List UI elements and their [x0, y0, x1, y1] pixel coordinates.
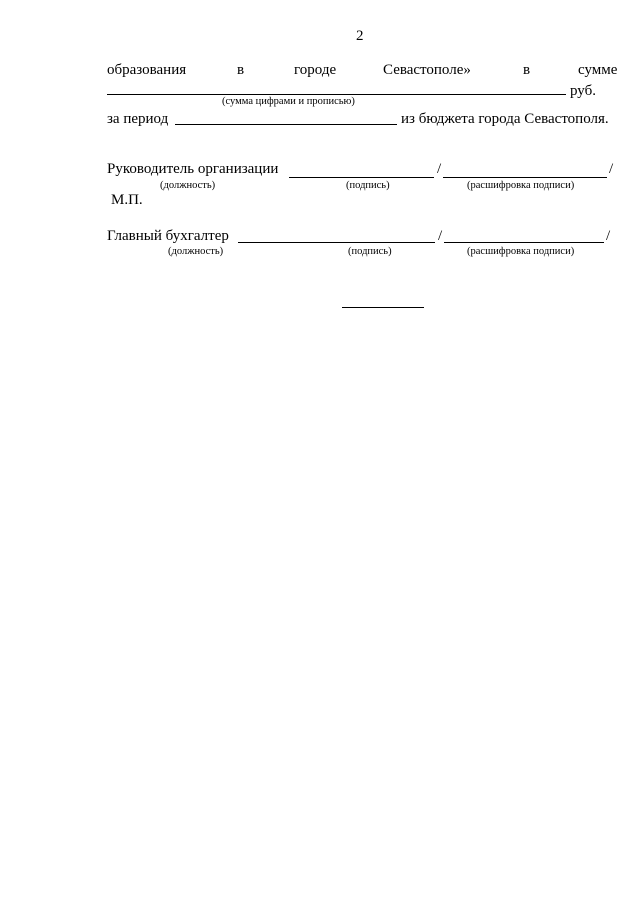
accountant-signature-line[interactable]: [238, 242, 435, 243]
intro-word: сумме: [578, 62, 618, 78]
period-label: за период: [107, 111, 169, 127]
amount-caption: (сумма цифрами и прописью): [222, 96, 355, 107]
head-separator: /: [609, 161, 614, 177]
intro-word: городе: [294, 62, 337, 78]
intro-word: в: [523, 62, 531, 78]
accountant-signature-caption: (подпись): [348, 246, 392, 257]
accountant-decoding-caption: (расшифровка подписи): [467, 246, 575, 257]
currency-label: руб.: [570, 83, 596, 99]
accountant-position-caption: (должность): [168, 246, 224, 257]
intro-word: Севастополе»: [383, 62, 471, 78]
head-decoding-caption: (расшифровка подписи): [467, 180, 575, 191]
intro-word: образования: [107, 62, 187, 78]
stamp-placeholder: М.П.: [111, 192, 143, 208]
head-signature-label: Руководитель организации: [107, 161, 279, 177]
head-decoding-line[interactable]: [443, 177, 607, 178]
accountant-separator: /: [438, 228, 443, 244]
intro-word: в: [237, 62, 245, 78]
period-fill-line[interactable]: [175, 124, 397, 125]
head-signature-line[interactable]: [289, 177, 434, 178]
head-signature-caption: (подпись): [346, 180, 390, 191]
head-position-caption: (должность): [160, 180, 216, 191]
accountant-signature-label: Главный бухгалтер: [107, 228, 229, 244]
head-separator: /: [437, 161, 442, 177]
end-of-document-rule: [342, 307, 424, 308]
accountant-separator: /: [606, 228, 611, 244]
period-tail-text: из бюджета города Севастополя.: [401, 111, 609, 127]
amount-fill-line[interactable]: [107, 94, 566, 95]
accountant-decoding-line[interactable]: [444, 242, 604, 243]
page-number: 2: [356, 28, 364, 44]
